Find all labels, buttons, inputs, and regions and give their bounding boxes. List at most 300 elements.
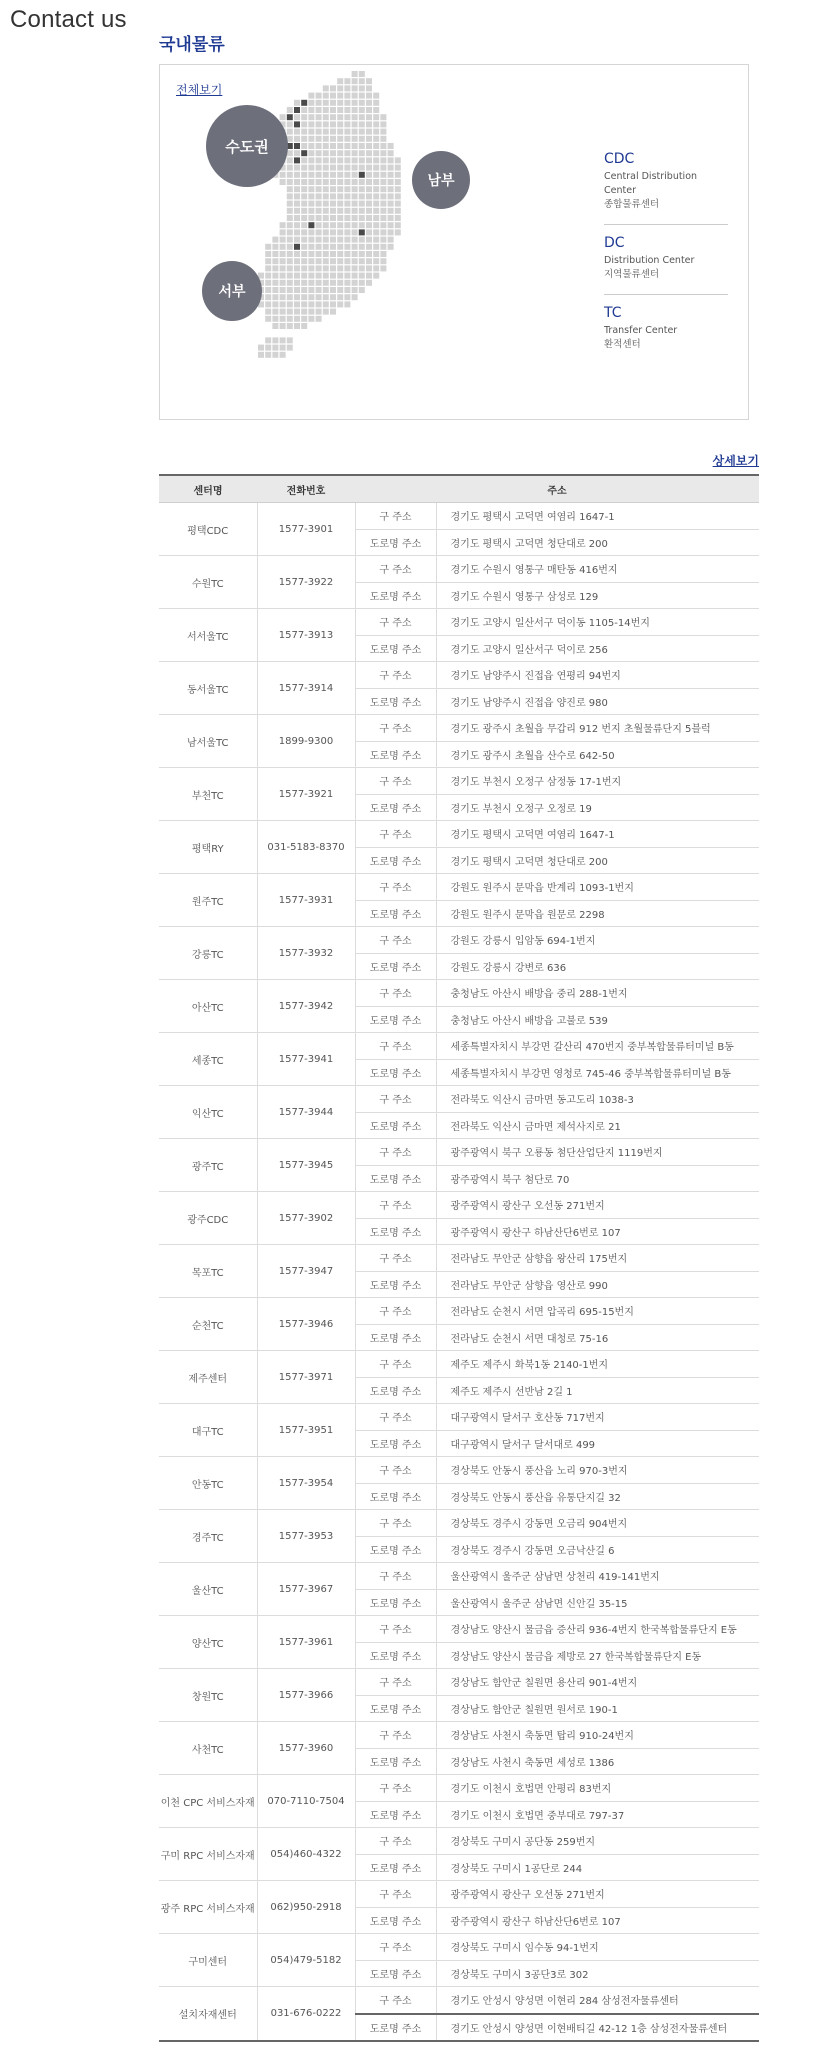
map-grid-cell	[337, 172, 343, 178]
old-address-cell: 경상남도 양산시 물금읍 증산리 936-4번지 한국복합물류단지 E동	[436, 1616, 759, 1643]
map-grid-cell	[316, 157, 322, 163]
map-grid-cell	[323, 150, 329, 156]
center-phone-cell: 1577-3914	[257, 662, 355, 715]
map-grid-cell	[373, 273, 379, 279]
map-grid-cell	[344, 280, 350, 286]
map-grid-cell	[330, 265, 336, 271]
map-grid-cell	[337, 157, 343, 163]
map-grid-cell	[395, 208, 401, 214]
map-grid-cell	[344, 215, 350, 221]
table-body	[159, 503, 759, 2042]
road-address-label: 도로명 주소	[355, 900, 436, 927]
region-south-button[interactable]: 남부	[412, 151, 470, 209]
center-name-cell: 이천 CPC 서비스자재	[159, 1775, 257, 1828]
table-row	[159, 1404, 759, 1431]
map-grid-cell	[280, 251, 286, 257]
map-grid-cell	[287, 280, 293, 286]
center-name-cell: 경주TC	[159, 1510, 257, 1563]
center-phone-cell: 054)479-5182	[257, 1934, 355, 1987]
map-center-marker	[301, 100, 307, 106]
map-grid-cell	[316, 237, 322, 243]
map-grid-cell	[272, 237, 278, 243]
map-grid-cell	[294, 215, 300, 221]
table-row	[159, 1033, 759, 1060]
map-grid-cell	[366, 150, 372, 156]
map-grid-cell	[352, 93, 358, 99]
map-grid-cell	[316, 172, 322, 178]
map-grid-cell	[323, 186, 329, 192]
road-address-label: 도로명 주소	[355, 1324, 436, 1351]
table-row	[159, 1881, 759, 1908]
table-row	[159, 1669, 759, 1696]
old-address-cell: 전라남도 순천시 서면 압곡리 695-15번지	[436, 1298, 759, 1325]
old-address-label: 구 주소	[355, 768, 436, 795]
road-address-cell: 광주광역시 광산구 하남산단6번로 107	[436, 1218, 759, 1245]
region-metro-button[interactable]: 수도권	[206, 105, 288, 187]
map-grid-cell	[388, 165, 394, 171]
map-grid-cell	[323, 280, 329, 286]
map-grid-cell	[337, 165, 343, 171]
old-address-cell: 울산광역시 울주군 삼남면 상천리 419-141번지	[436, 1563, 759, 1590]
old-address-label: 구 주소	[355, 1881, 436, 1908]
map-grid-cell	[366, 172, 372, 178]
map-grid-cell	[287, 301, 293, 307]
map-grid-cell	[366, 93, 372, 99]
map-grid-cell	[323, 93, 329, 99]
center-phone-cell: 1577-3921	[257, 768, 355, 821]
map-grid-cell	[344, 294, 350, 300]
center-phone-cell: 1577-3961	[257, 1616, 355, 1669]
map-grid-cell	[380, 114, 386, 120]
old-address-cell: 경상남도 함안군 칠원면 용산리 901-4번지	[436, 1669, 759, 1696]
map-grid-cell	[337, 244, 343, 250]
map-grid-cell	[366, 85, 372, 91]
map-grid-cell	[359, 258, 365, 264]
map-grid-cell	[316, 222, 322, 228]
map-grid-cell	[359, 222, 365, 228]
map-grid-cell	[330, 172, 336, 178]
map-grid-cell	[359, 179, 365, 185]
old-address-cell: 전라북도 익산시 금마면 동고도리 1038-3	[436, 1086, 759, 1113]
road-address-label: 도로명 주소	[355, 1271, 436, 1298]
legend-korean: 지역물류센터	[604, 269, 660, 280]
old-address-cell: 경기도 부천시 오정구 삼정동 17-1번지	[436, 768, 759, 795]
map-grid-cell	[337, 265, 343, 271]
map-grid-cell	[323, 301, 329, 307]
legend-english: Transfer Center	[604, 325, 678, 336]
map-grid-cell	[330, 201, 336, 207]
map-grid-cell	[287, 150, 293, 156]
map-grid-cell	[373, 179, 379, 185]
map-grid-cell	[395, 193, 401, 199]
map-grid-cell	[308, 208, 314, 214]
map-grid-cell	[280, 179, 286, 185]
old-address-label: 구 주소	[355, 1351, 436, 1378]
map-grid-cell	[287, 337, 293, 343]
map-grid-cell	[373, 150, 379, 156]
old-address-cell: 경기도 남양주시 진접읍 연평리 94번지	[436, 662, 759, 689]
table-row	[159, 821, 759, 848]
map-grid-cell	[294, 114, 300, 120]
map-grid-cell	[373, 165, 379, 171]
map-grid-cell	[359, 265, 365, 271]
map-grid-cell	[301, 244, 307, 250]
map-grid-cell	[287, 244, 293, 250]
legend-korean: 종합물류센터	[604, 199, 660, 210]
center-name-cell: 수원TC	[159, 556, 257, 609]
road-address-cell: 광주광역시 광산구 하남산단6번로 107	[436, 1907, 759, 1934]
map-grid-cell	[388, 208, 394, 214]
map-grid-cell	[388, 150, 394, 156]
table-row	[159, 1775, 759, 1802]
center-phone-cell: 1899-9300	[257, 715, 355, 768]
map-center-marker	[294, 107, 300, 113]
road-address-label: 도로명 주소	[355, 582, 436, 609]
map-grid-cell	[301, 186, 307, 192]
logistics-map-panel	[159, 64, 749, 420]
map-grid-cell	[301, 287, 307, 293]
center-phone-cell: 1577-3944	[257, 1086, 355, 1139]
map-grid-cell	[287, 251, 293, 257]
old-address-label: 구 주소	[355, 1245, 436, 1272]
map-grid-cell	[330, 179, 336, 185]
map-grid-cell	[366, 201, 372, 207]
table-row	[159, 1563, 759, 1590]
map-grid-cell	[308, 107, 314, 113]
map-grid-cell	[316, 129, 322, 135]
map-grid-cell	[380, 193, 386, 199]
center-phone-cell: 1577-3932	[257, 927, 355, 980]
map-grid-cell	[330, 114, 336, 120]
map-grid-cell	[301, 294, 307, 300]
map-grid-cell	[373, 143, 379, 149]
map-grid-cell	[344, 100, 350, 106]
map-grid-cell	[344, 78, 350, 84]
map-grid-cell	[272, 323, 278, 329]
map-grid-cell	[352, 265, 358, 271]
map-grid-cell	[380, 229, 386, 235]
map-grid-cell	[265, 280, 271, 286]
road-address-cell: 광주광역시 북구 첨단로 70	[436, 1165, 759, 1192]
map-grid-cell	[280, 309, 286, 315]
map-grid-cell	[308, 244, 314, 250]
map-grid-cell	[280, 237, 286, 243]
map-grid-cell	[294, 265, 300, 271]
old-address-label: 구 주소	[355, 874, 436, 901]
map-grid-cell	[366, 114, 372, 120]
map-grid-cell	[316, 215, 322, 221]
map-grid-cell	[258, 345, 264, 351]
road-address-cell: 경기도 안성시 양성면 이현배티길 42-12 1층 삼성전자물류센터	[436, 2014, 759, 2042]
center-name-cell: 강릉TC	[159, 927, 257, 980]
map-grid-cell	[366, 251, 372, 257]
map-grid-cell	[352, 287, 358, 293]
map-grid-cell	[308, 150, 314, 156]
map-grid-cell	[344, 287, 350, 293]
map-grid-cell	[316, 121, 322, 127]
map-grid-cell	[337, 237, 343, 243]
map-grid-cell	[287, 121, 293, 127]
map-grid-cell	[294, 287, 300, 293]
map-grid-cell	[366, 165, 372, 171]
map-grid-cell	[265, 265, 271, 271]
map-grid-cell	[308, 251, 314, 257]
map-center-marker	[294, 244, 300, 250]
map-grid-cell	[380, 143, 386, 149]
map-grid-cell	[294, 129, 300, 135]
map-grid-cell	[265, 287, 271, 293]
map-grid-cell	[330, 121, 336, 127]
map-grid-cell	[308, 143, 314, 149]
old-address-cell: 강원도 원주시 문막읍 반계리 1093-1번지	[436, 874, 759, 901]
map-grid-cell	[308, 193, 314, 199]
map-grid-cell	[330, 301, 336, 307]
old-address-cell: 강원도 강릉시 입암동 694-1번지	[436, 927, 759, 954]
map-grid-cell	[294, 172, 300, 178]
map-grid-cell	[380, 157, 386, 163]
map-grid-cell	[388, 186, 394, 192]
map-grid-cell	[287, 294, 293, 300]
map-grid-cell	[359, 107, 365, 113]
map-grid-cell	[323, 273, 329, 279]
map-grid-cell	[373, 172, 379, 178]
map-grid-cell	[337, 78, 343, 84]
map-grid-cell	[330, 129, 336, 135]
map-grid-cell	[301, 301, 307, 307]
map-grid-cell	[280, 172, 286, 178]
map-grid-cell	[301, 309, 307, 315]
all-view-link[interactable]: 전체보기	[176, 83, 223, 97]
map-grid-cell	[337, 85, 343, 91]
road-address-label: 도로명 주소	[355, 529, 436, 556]
old-address-cell: 충청남도 아산시 배방읍 중리 288-1번지	[436, 980, 759, 1007]
center-name-cell: 아산TC	[159, 980, 257, 1033]
map-grid-cell	[337, 100, 343, 106]
road-address-label: 도로명 주소	[355, 1907, 436, 1934]
center-phone-cell: 1577-3922	[257, 556, 355, 609]
road-address-cell: 대구광역시 달서구 달서대로 499	[436, 1430, 759, 1457]
map-grid-cell	[373, 265, 379, 271]
old-address-cell: 광주광역시 광산구 오선동 271번지	[436, 1881, 759, 1908]
map-grid-cell	[352, 273, 358, 279]
map-grid-cell	[359, 186, 365, 192]
map-grid-cell	[287, 165, 293, 171]
table-row	[159, 609, 759, 636]
map-grid-cell	[337, 301, 343, 307]
map-grid-cell	[337, 179, 343, 185]
map-grid-cell	[287, 208, 293, 214]
detail-view-link[interactable]: 상세보기	[712, 454, 759, 468]
old-address-cell: 광주광역시 광산구 오선동 271번지	[436, 1192, 759, 1219]
map-grid-cell	[272, 273, 278, 279]
map-grid-cell	[308, 114, 314, 120]
old-address-label: 구 주소	[355, 1457, 436, 1484]
map-grid-cell	[352, 280, 358, 286]
map-grid-cell	[388, 215, 394, 221]
map-grid-cell	[359, 273, 365, 279]
map-grid-cell	[395, 179, 401, 185]
legend-code: DC	[604, 235, 625, 251]
map-grid-cell	[330, 193, 336, 199]
map-grid-cell	[330, 258, 336, 264]
map-grid-cell	[287, 229, 293, 235]
map-grid-cell	[294, 179, 300, 185]
map-grid-cell	[280, 244, 286, 250]
map-grid-cell	[265, 345, 271, 351]
map-center-marker	[287, 114, 293, 120]
map-center-marker	[294, 121, 300, 127]
logistics-centers-table	[159, 474, 759, 2042]
map-grid-cell	[337, 222, 343, 228]
center-phone-cell: 1577-3941	[257, 1033, 355, 1086]
map-grid-cell	[337, 150, 343, 156]
table-row	[159, 768, 759, 795]
map-grid-cell	[366, 215, 372, 221]
road-address-label: 도로명 주소	[355, 1377, 436, 1404]
map-grid-cell	[337, 294, 343, 300]
table-row	[159, 927, 759, 954]
map-grid-cell	[258, 352, 264, 358]
map-grid-cell	[308, 301, 314, 307]
map-grid-cell	[287, 179, 293, 185]
map-grid-cell	[280, 280, 286, 286]
map-grid-cell	[287, 265, 293, 271]
map-grid-cell	[316, 294, 322, 300]
road-address-cell: 세종특별자치시 부강면 영청로 745-46 중부복합물류터미널 B동	[436, 1059, 759, 1086]
map-grid-cell	[380, 258, 386, 264]
map-grid-cell	[301, 215, 307, 221]
map-grid-cell	[373, 107, 379, 113]
center-phone-cell: 1577-3942	[257, 980, 355, 1033]
map-grid-cell	[301, 251, 307, 257]
map-grid-cell	[323, 229, 329, 235]
map-grid-cell	[373, 222, 379, 228]
map-grid-cell	[337, 186, 343, 192]
map-grid-cell	[352, 215, 358, 221]
map-grid-cell	[359, 78, 365, 84]
table-row	[159, 1086, 759, 1113]
old-address-cell: 광주광역시 북구 오룡동 첨단산업단지 1119번지	[436, 1139, 759, 1166]
map-grid-cell	[323, 157, 329, 163]
region-west-button[interactable]: 서부	[202, 261, 262, 321]
map-grid-cell	[330, 157, 336, 163]
center-phone-cell: 1577-3931	[257, 874, 355, 927]
map-grid-cell	[380, 208, 386, 214]
map-grid-cell	[344, 136, 350, 142]
road-address-label: 도로명 주소	[355, 1059, 436, 1086]
map-grid-cell	[352, 136, 358, 142]
legend-english: Central Distribution Center	[604, 171, 698, 196]
map-grid-cell	[380, 251, 386, 257]
map-grid-cell	[352, 114, 358, 120]
old-address-label: 구 주소	[355, 821, 436, 848]
map-grid-cell	[272, 352, 278, 358]
table-row	[159, 1245, 759, 1272]
map-grid-cell	[316, 208, 322, 214]
road-address-cell: 전라남도 무안군 삼향읍 영산로 990	[436, 1271, 759, 1298]
map-grid-cell	[265, 244, 271, 250]
road-address-cell: 경기도 부천시 오정구 오정로 19	[436, 794, 759, 821]
map-grid-cell	[265, 294, 271, 300]
map-grid-cell	[380, 201, 386, 207]
road-address-cell: 경상남도 함안군 칠원면 원서로 190-1	[436, 1695, 759, 1722]
map-grid-cell	[380, 265, 386, 271]
old-address-cell: 경기도 수원시 영통구 매탄동 416번지	[436, 556, 759, 583]
center-name-cell: 목포TC	[159, 1245, 257, 1298]
map-grid-cell	[380, 121, 386, 127]
map-center-marker	[359, 172, 365, 178]
map-grid-cell	[344, 85, 350, 91]
old-address-label: 구 주소	[355, 1775, 436, 1802]
map-grid-cell	[280, 265, 286, 271]
map-grid-cell	[344, 186, 350, 192]
road-address-label: 도로명 주소	[355, 1218, 436, 1245]
section-title: 국내물류	[159, 35, 225, 55]
road-address-cell: 경기도 광주시 초월읍 산수로 642-50	[436, 741, 759, 768]
map-grid-cell	[323, 287, 329, 293]
map-grid-cell	[366, 244, 372, 250]
table-header-row	[159, 475, 759, 503]
map-grid-cell	[337, 121, 343, 127]
road-address-cell: 경상남도 양산시 물금읍 제방로 27 한국복합물류단지 E동	[436, 1642, 759, 1669]
map-grid-cell	[265, 337, 271, 343]
old-address-cell: 대구광역시 달서구 호산동 717번지	[436, 1404, 759, 1431]
center-name-cell: 세종TC	[159, 1033, 257, 1086]
center-name-cell: 서서울TC	[159, 609, 257, 662]
map-grid-cell	[359, 165, 365, 171]
map-grid-cell	[366, 186, 372, 192]
map-grid-cell	[316, 186, 322, 192]
map-grid-cell	[323, 143, 329, 149]
map-grid-cell	[301, 129, 307, 135]
map-grid-cell	[308, 237, 314, 243]
map-grid-cell	[337, 129, 343, 135]
map-grid-cell	[395, 215, 401, 221]
header-center-name: 센터명	[159, 475, 257, 503]
map-grid-cell	[388, 157, 394, 163]
center-name-cell: 남서울TC	[159, 715, 257, 768]
map-grid-cell	[359, 143, 365, 149]
center-phone-cell: 1577-3960	[257, 1722, 355, 1775]
map-grid-cell	[359, 287, 365, 293]
road-address-label: 도로명 주소	[355, 1854, 436, 1881]
old-address-cell: 경기도 안성시 양성면 이현리 284 삼성전자물류센터	[436, 1987, 759, 2014]
center-name-cell: 광주TC	[159, 1139, 257, 1192]
map-grid-cell	[316, 251, 322, 257]
map-grid-cell	[323, 114, 329, 120]
map-grid-cell	[287, 345, 293, 351]
map-grid-cell	[323, 179, 329, 185]
map-grid-cell	[380, 222, 386, 228]
map-grid-cell	[330, 273, 336, 279]
map-grid-cell	[294, 237, 300, 243]
map-grid-cell	[366, 129, 372, 135]
map-grid-cell	[344, 150, 350, 156]
map-grid-cell	[352, 294, 358, 300]
map-grid-cell	[366, 143, 372, 149]
old-address-cell: 경기도 고양시 일산서구 덕이동 1105-14번지	[436, 609, 759, 636]
map-grid-cell	[388, 143, 394, 149]
map-grid-cell	[308, 280, 314, 286]
map-grid-cell	[330, 143, 336, 149]
map-grid-cell	[330, 107, 336, 113]
center-phone-cell: 062)950-2918	[257, 1881, 355, 1934]
old-address-label: 구 주소	[355, 1086, 436, 1113]
map-grid-cell	[330, 85, 336, 91]
map-grid-cell	[359, 251, 365, 257]
map-grid-cell	[308, 157, 314, 163]
map-grid-cell	[344, 172, 350, 178]
